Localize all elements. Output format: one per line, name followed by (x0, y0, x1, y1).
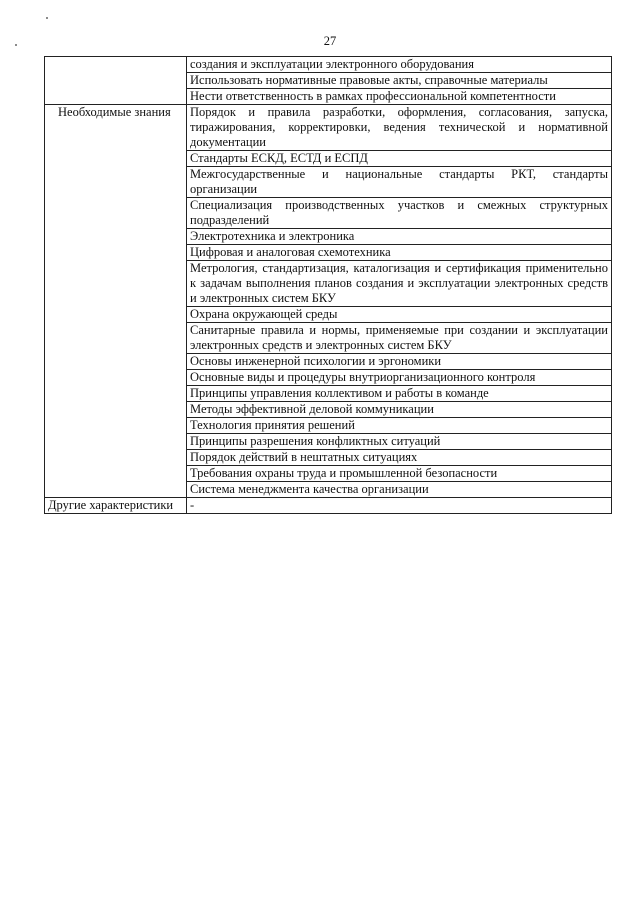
other-value: - (187, 498, 612, 514)
table-cell: Использовать нормативные правовые акты, справочные материалы (187, 73, 612, 89)
scan-speck (46, 17, 48, 19)
knowledge-item: Система менеджмента качества организации (187, 482, 612, 498)
knowledge-item: Методы эффективной деловой коммуникации (187, 402, 612, 418)
table-cell: создания и эксплуатации электронного оборудования (187, 57, 612, 73)
table-cell: Нести ответственность в рамках профессиональной компетентности (187, 89, 612, 105)
knowledge-item: Специализация производственных участков и смежных структурных подразделений (187, 198, 612, 229)
knowledge-item: Принципы разрешения конфликтных ситуаций (187, 434, 612, 450)
knowledge-item: Технология принятия решений (187, 418, 612, 434)
page-number: 27 (323, 34, 337, 48)
knowledge-category-label: Необходимые знания (45, 105, 187, 498)
other-category-label: Другие характеристики (45, 498, 187, 514)
knowledge-item: Порядок действий в нештатных ситуациях (187, 450, 612, 466)
scan-speck (15, 44, 17, 46)
knowledge-item: Основы инженерной психологии и эргономики (187, 354, 612, 370)
table-row (45, 57, 612, 73)
empty-category-cell (45, 57, 187, 105)
knowledge-item: Стандарты ЕСКД, ЕСТД и ЕСПД (187, 151, 612, 167)
knowledge-item: Метрология, стандартизация, каталогизация и сертификация применительно к задачам выполнения планов создания и эксплуатации электронных средств и электронных систем БКУ (187, 261, 612, 307)
knowledge-item: Основные виды и процедуры внутриорганизационного контроля (187, 370, 612, 386)
knowledge-item: Электротехника и электроника (187, 229, 612, 245)
knowledge-item: Охрана окружающей среды (187, 307, 612, 323)
knowledge-item: Принципы управления коллективом и работы в команде (187, 386, 612, 402)
knowledge-item: Санитарные правила и нормы, применяемые при создании и эксплуатации электронных средств и электронных систем БКУ (187, 323, 612, 354)
competency-table (44, 56, 612, 514)
table-row (45, 105, 612, 151)
knowledge-item: Цифровая и аналоговая схемотехника (187, 245, 612, 261)
knowledge-item: Межгосударственные и национальные стандарты РКТ, стандарты организации (187, 167, 612, 198)
table-row (45, 498, 612, 514)
knowledge-item: Требования охраны труда и промышленной безопасности (187, 466, 612, 482)
knowledge-item: Порядок и правила разработки, оформления, согласования, запуска, тиражирования, корректировки, ведения технической и нормативной документации (187, 105, 612, 151)
